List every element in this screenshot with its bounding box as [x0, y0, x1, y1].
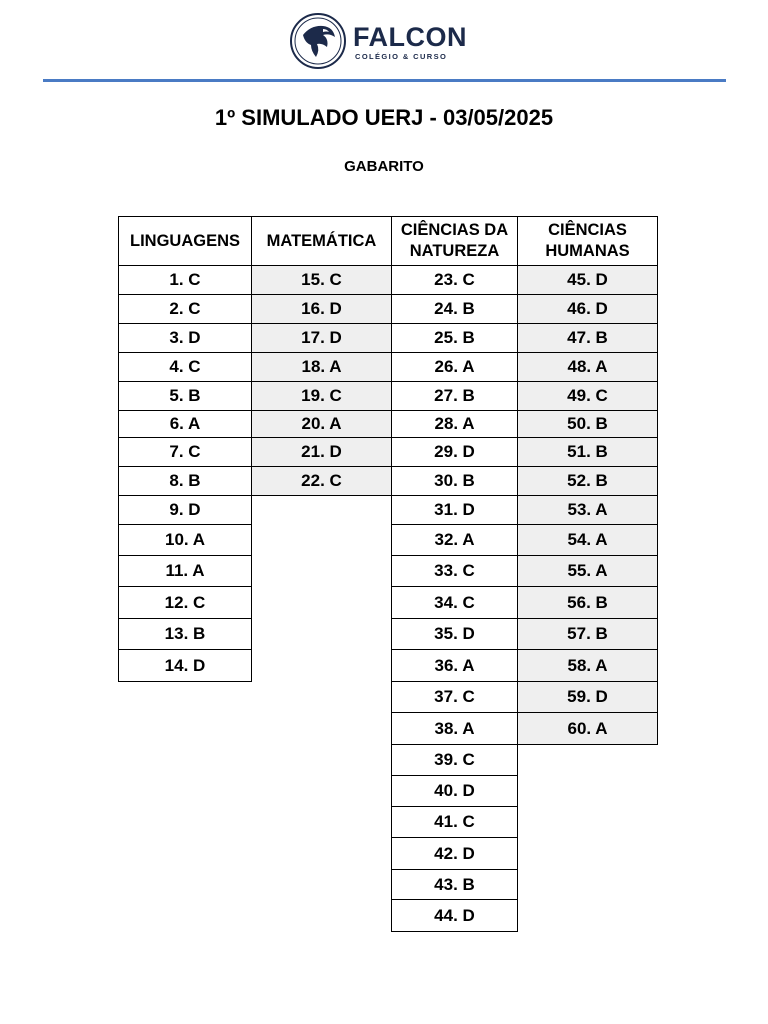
answer-cell: 51. B — [517, 437, 658, 467]
answer-cell: 20. A — [251, 410, 392, 438]
answer-cell: 59. D — [517, 681, 658, 713]
column-header — [517, 216, 658, 266]
falcon-emblem-icon — [289, 13, 347, 69]
answer-cell: 45. D — [517, 265, 658, 295]
answer-cell: 53. A — [517, 495, 658, 525]
answer-cell: 35. D — [391, 618, 518, 650]
answer-cell: 58. A — [517, 649, 658, 682]
answer-cell: 28. A — [391, 410, 518, 438]
answer-cell: 31. D — [391, 495, 518, 525]
answer-cell: 38. A — [391, 712, 518, 745]
answer-cell: 16. D — [251, 294, 392, 324]
answer-cell: 8. B — [118, 466, 252, 496]
column-header-line: LINGUAGENS — [129, 231, 240, 250]
answer-cell: 34. C — [391, 586, 518, 619]
answer-cell: 21. D — [251, 437, 392, 467]
answer-cell: 11. A — [118, 555, 252, 587]
answer-cell: 3. D — [118, 323, 252, 353]
column-header-line: MATEMÁTICA — [266, 231, 377, 250]
answer-cell: 15. C — [251, 265, 392, 295]
answer-cell: 56. B — [517, 586, 658, 619]
answer-cell: 1. C — [118, 265, 252, 295]
answer-cell: 23. C — [391, 265, 518, 295]
answer-cell: 57. B — [517, 618, 658, 650]
answer-cell: 36. A — [391, 649, 518, 682]
answer-cell: 42. D — [391, 837, 518, 870]
column-header-line: NATUREZA — [409, 242, 500, 260]
answer-cell: 12. C — [118, 586, 252, 619]
answer-cell: 24. B — [391, 294, 518, 324]
falcon-logo — [289, 13, 467, 69]
answer-cell: 54. A — [517, 524, 658, 556]
answer-cell: 52. B — [517, 466, 658, 496]
answer-cell: 2. C — [118, 294, 252, 324]
answer-cell: 44. D — [391, 899, 518, 932]
answer-cell: 32. A — [391, 524, 518, 556]
answer-cell: 41. C — [391, 806, 518, 838]
answer-cell: 19. C — [251, 381, 392, 411]
answer-cell: 10. A — [118, 524, 252, 556]
header-divider — [43, 79, 726, 82]
answer-cell: 27. B — [391, 381, 518, 411]
page-subtitle: GABARITO — [344, 158, 424, 175]
column-header — [118, 216, 252, 266]
answer-cell: 6. A — [118, 410, 252, 438]
answer-cell: 47. B — [517, 323, 658, 353]
answer-cell: 17. D — [251, 323, 392, 353]
answer-cell: 37. C — [391, 681, 518, 713]
column-header — [251, 216, 392, 266]
answer-cell: 25. B — [391, 323, 518, 353]
answer-cell: 33. C — [391, 555, 518, 587]
answer-cell: 18. A — [251, 352, 392, 382]
column-header-line: HUMANAS — [545, 242, 630, 260]
answer-cell: 55. A — [517, 555, 658, 587]
answer-cell: 39. C — [391, 744, 518, 776]
answer-cell: 5. B — [118, 381, 252, 411]
answer-cell: 9. D — [118, 495, 252, 525]
answer-cell: 4. C — [118, 352, 252, 382]
answer-cell: 43. B — [391, 869, 518, 900]
answer-cell: 30. B — [391, 466, 518, 496]
answer-cell: 26. A — [391, 352, 518, 382]
answer-cell: 22. C — [251, 466, 392, 496]
answer-cell: 60. A — [517, 712, 658, 745]
answer-cell: 49. C — [517, 381, 658, 411]
answer-cell: 40. D — [391, 775, 518, 807]
answer-cell: 14. D — [118, 649, 252, 682]
answer-cell: 48. A — [517, 352, 658, 382]
column-header — [391, 216, 518, 266]
brand-tagline: COLÉGIO & CURSO — [355, 52, 448, 61]
answer-cell: 29. D — [391, 437, 518, 467]
answer-cell: 13. B — [118, 618, 252, 650]
column-header-line: CIÊNCIAS — [548, 221, 627, 239]
answer-cell: 46. D — [517, 294, 658, 324]
page-title: 1º SIMULADO UERJ - 03/05/2025 — [214, 105, 554, 130]
answer-cell: 7. C — [118, 437, 252, 467]
brand-name: FALCON — [353, 22, 467, 52]
column-header-line: CIÊNCIAS DA — [400, 221, 509, 239]
answer-cell: 50. B — [517, 410, 658, 438]
